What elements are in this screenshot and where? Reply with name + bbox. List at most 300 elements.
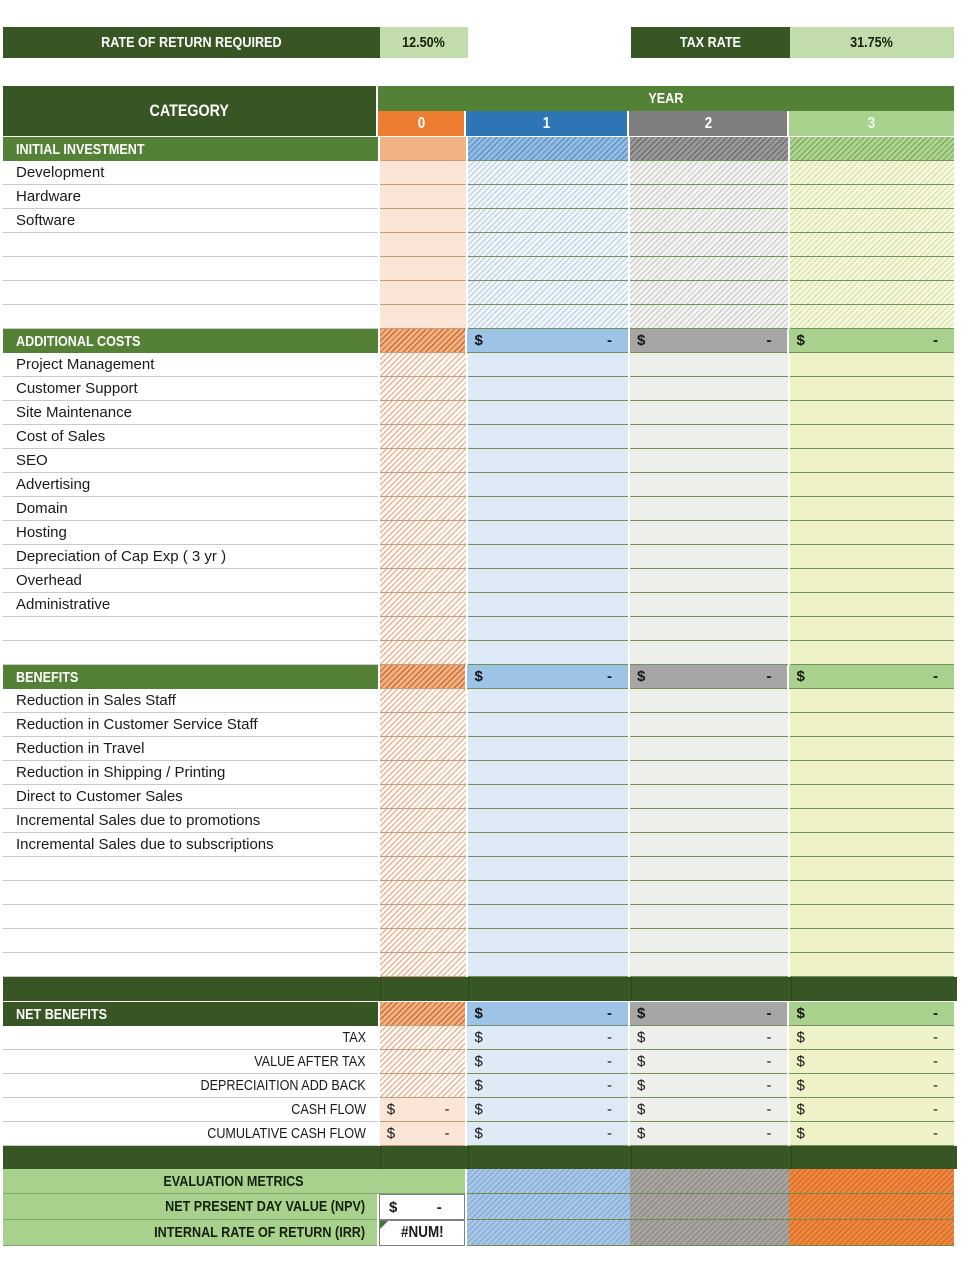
table-row (3, 233, 954, 257)
cell-net_benefits-r3-y1[interactable] (467, 1098, 628, 1122)
year-0-header[interactable] (378, 111, 464, 136)
cell-benefits-r8-y3[interactable] (790, 881, 954, 905)
rate-of-return-value: 12.50% (402, 34, 446, 51)
cell-initial_investment-r2-y2[interactable] (630, 209, 787, 233)
row-label-text: Project Management (16, 356, 155, 373)
cell-additional_costs-r5-y1[interactable] (468, 473, 628, 497)
row-label[interactable] (3, 377, 378, 401)
table-row (3, 425, 954, 449)
blank-amount: - (606, 1053, 612, 1070)
irr-label: INTERNAL RATE OF RETURN (IRR) (154, 1224, 366, 1241)
row-label[interactable] (3, 713, 378, 737)
eval-year3-cell[interactable] (789, 1169, 954, 1194)
cell-additional_costs-r3-y0[interactable] (380, 425, 466, 449)
cell-benefits-r10-y3[interactable] (790, 929, 954, 953)
row-label[interactable] (3, 953, 378, 977)
tax-rate-value-cell[interactable] (790, 27, 954, 58)
cell-benefits-r9-y1[interactable] (468, 905, 628, 929)
cell-benefits-header-y0[interactable] (380, 665, 466, 689)
cell-additional_costs-r4-y1[interactable] (468, 449, 628, 473)
row-label[interactable] (3, 353, 378, 377)
table-row (3, 1098, 954, 1122)
cell-additional_costs-r7-y0[interactable] (380, 521, 466, 545)
cell-additional_costs-r1-y2[interactable] (630, 377, 787, 401)
cell-benefits-r0-y0[interactable] (380, 689, 466, 713)
table-row (3, 545, 954, 569)
table-row (3, 737, 954, 761)
cell-benefits-r5-y0[interactable] (380, 809, 466, 833)
row-label-text: Incremental Sales due to subscriptions (16, 836, 274, 853)
cell-additional_costs-r11-y1[interactable] (468, 617, 628, 641)
cell-benefits-r4-y3[interactable] (790, 785, 954, 809)
cell-additional_costs-r7-y3[interactable] (790, 521, 954, 545)
row-label-text: Development (16, 164, 105, 181)
cell-additional_costs-r12-y0[interactable] (380, 641, 466, 665)
table-row (3, 521, 954, 545)
cell-additional_costs-r11-y2[interactable] (630, 617, 787, 641)
currency-symbol: $ (796, 1125, 805, 1142)
net-benefits-block (3, 1002, 954, 1146)
cell-benefits-r11-y0[interactable] (380, 953, 466, 977)
cell-additional_costs-r1-y1[interactable] (468, 377, 628, 401)
cell-additional_costs-r0-y0[interactable] (380, 353, 466, 377)
cell-benefits-r10-y0[interactable] (380, 929, 466, 953)
eval-year2-cell[interactable] (630, 1169, 789, 1194)
currency-symbol: $ (474, 1125, 483, 1142)
cell-additional_costs-r1-y3[interactable] (790, 377, 954, 401)
row-label[interactable] (3, 1074, 378, 1098)
cell-benefits-r10-y2[interactable] (630, 929, 787, 953)
category-header-cell (3, 86, 376, 136)
cell-benefits-r7-y0[interactable] (380, 857, 466, 881)
row-label[interactable] (3, 1098, 378, 1122)
cell-net_benefits-r2-y1[interactable] (467, 1074, 628, 1098)
irr-label-cell (3, 1220, 377, 1246)
cell-initial_investment-header-y2[interactable] (630, 137, 787, 161)
table-row (3, 449, 954, 473)
row-label[interactable] (3, 1026, 378, 1050)
cell-benefits-r1-y2[interactable] (630, 713, 787, 737)
cell-net_benefits-r1-y1[interactable] (467, 1050, 628, 1074)
cell-net_benefits-header-y2[interactable] (630, 1002, 788, 1026)
cell-benefits-r6-y2[interactable] (630, 833, 787, 857)
cell-benefits-r9-y3[interactable] (790, 905, 954, 929)
row-label[interactable] (3, 689, 378, 713)
cell-additional_costs-r0-y1[interactable] (468, 353, 628, 377)
blank-amount: - (766, 1053, 772, 1070)
eval-year1-cell[interactable] (467, 1220, 630, 1246)
table-row (3, 1194, 954, 1220)
npv-value: - (436, 1198, 442, 1216)
table-row (3, 689, 954, 713)
cell-initial_investment-r4-y3[interactable] (790, 257, 954, 281)
cell-additional_costs-r3-y1[interactable] (468, 425, 628, 449)
cell-benefits-r1-y3[interactable] (790, 713, 954, 737)
section-title: ADDITIONAL COSTS (16, 332, 141, 350)
table-row (3, 353, 954, 377)
spacer (468, 27, 631, 58)
cell-additional_costs-r0-y3[interactable] (790, 353, 954, 377)
cell-additional_costs-r8-y0[interactable] (380, 545, 466, 569)
cell-initial_investment-r2-y1[interactable] (468, 209, 628, 233)
cell-benefits-r2-y2[interactable] (630, 737, 787, 761)
cell-initial_investment-r0-y2[interactable] (630, 161, 787, 185)
cell-benefits-r2-y1[interactable] (468, 737, 628, 761)
currency-symbol: $ (796, 1077, 805, 1094)
currency-symbol: $ (474, 668, 483, 685)
section-title: BENEFITS (16, 668, 79, 686)
cell-initial_investment-r4-y2[interactable] (630, 257, 787, 281)
evaluation-metrics-block (3, 1169, 954, 1246)
blank-amount: - (766, 1077, 772, 1094)
cell-additional_costs-r12-y2[interactable] (630, 641, 787, 665)
cell-benefits-r2-y3[interactable] (790, 737, 954, 761)
blank-amount: - (606, 1005, 612, 1022)
currency-symbol: $ (636, 1053, 646, 1070)
row-label[interactable] (3, 521, 378, 545)
row-label[interactable] (3, 497, 378, 521)
year-2-header[interactable] (629, 111, 787, 136)
cell-initial_investment-r6-y1[interactable] (468, 305, 628, 329)
eval-year2-cell[interactable] (630, 1194, 789, 1220)
cell-additional_costs-r11-y0[interactable] (380, 617, 466, 641)
row-label[interactable] (3, 161, 378, 185)
table-row (3, 209, 954, 233)
blank-amount: - (606, 668, 612, 685)
table-row (3, 329, 954, 353)
cell-initial_investment-r6-y2[interactable] (630, 305, 787, 329)
cell-benefits-r7-y2[interactable] (630, 857, 787, 881)
cell-benefits-r8-y0[interactable] (380, 881, 466, 905)
cell-benefits-r9-y0[interactable] (380, 905, 466, 929)
table-row (3, 1074, 954, 1098)
cell-net_benefits-r1-y3[interactable] (789, 1050, 954, 1074)
cell-net_benefits-r2-y0[interactable] (380, 1074, 466, 1098)
cell-initial_investment-r5-y2[interactable] (630, 281, 787, 305)
table-body (3, 137, 954, 977)
cell-benefits-r11-y2[interactable] (630, 953, 787, 977)
cell-benefits-header-y2[interactable] (630, 665, 788, 689)
cell-benefits-header-y1[interactable] (467, 665, 628, 689)
table-row (3, 785, 954, 809)
cell-additional_costs-r2-y1[interactable] (468, 401, 628, 425)
cell-additional_costs-r10-y3[interactable] (790, 593, 954, 617)
cell-benefits-r0-y1[interactable] (468, 689, 628, 713)
eval-year1-cell[interactable] (467, 1194, 630, 1220)
cell-initial_investment-r0-y3[interactable] (790, 161, 954, 185)
cell-net_benefits-r3-y0[interactable] (380, 1098, 466, 1122)
blank-amount: - (766, 668, 772, 685)
cell-benefits-r10-y1[interactable] (468, 929, 628, 953)
year-1-header[interactable] (466, 111, 627, 136)
row-label[interactable] (3, 305, 378, 329)
row-label[interactable] (3, 257, 378, 281)
cell-additional_costs-r8-y3[interactable] (790, 545, 954, 569)
cell-additional_costs-r1-y0[interactable] (380, 377, 466, 401)
table-row (3, 137, 954, 161)
cell-additional_costs-r10-y1[interactable] (468, 593, 628, 617)
row-label[interactable] (3, 185, 378, 209)
cell-initial_investment-r1-y0[interactable] (380, 185, 466, 209)
cell-benefits-r3-y1[interactable] (468, 761, 628, 785)
cell-additional_costs-r2-y3[interactable] (790, 401, 954, 425)
cell-additional_costs-header-y2[interactable] (630, 329, 788, 353)
cell-additional_costs-r3-y3[interactable] (790, 425, 954, 449)
cell-benefits-r5-y1[interactable] (468, 809, 628, 833)
cell-initial_investment-r0-y1[interactable] (468, 161, 628, 185)
row-label[interactable] (3, 425, 378, 449)
cell-additional_costs-r9-y1[interactable] (468, 569, 628, 593)
row-label[interactable] (3, 1050, 378, 1074)
row-label[interactable] (3, 401, 378, 425)
cell-additional_costs-r10-y0[interactable] (380, 593, 466, 617)
row-label[interactable] (3, 569, 378, 593)
row-label[interactable] (3, 209, 378, 233)
cell-additional_costs-r6-y3[interactable] (790, 497, 954, 521)
row-label[interactable] (3, 473, 378, 497)
cell-benefits-r6-y0[interactable] (380, 833, 466, 857)
table-row (3, 809, 954, 833)
currency-symbol: $ (637, 1101, 646, 1118)
cell-additional_costs-r5-y3[interactable] (790, 473, 954, 497)
cell-additional_costs-r9-y3[interactable] (790, 569, 954, 593)
blank-amount: - (606, 1029, 612, 1046)
cell-initial_investment-r1-y2[interactable] (630, 185, 787, 209)
cell-initial_investment-header-y1[interactable] (468, 137, 628, 161)
table-row (3, 761, 954, 785)
cell-additional_costs-r2-y0[interactable] (380, 401, 466, 425)
cell-initial_investment-r6-y3[interactable] (790, 305, 954, 329)
cell-benefits-r11-y3[interactable] (790, 953, 954, 977)
cell-initial_investment-r4-y0[interactable] (380, 257, 466, 281)
row-label-text: Cost of Sales (16, 428, 106, 445)
blank-amount: - (932, 1053, 938, 1070)
cell-initial_investment-r5-y1[interactable] (468, 281, 628, 305)
cell-initial_investment-r4-y1[interactable] (468, 257, 628, 281)
cell-additional_costs-r6-y1[interactable] (468, 497, 628, 521)
cell-net_benefits-r3-y2[interactable] (630, 1098, 788, 1122)
row-label[interactable] (3, 737, 378, 761)
currency-symbol: $ (474, 1101, 483, 1118)
cell-additional_costs-r8-y1[interactable] (468, 545, 628, 569)
cell-additional_costs-r5-y0[interactable] (380, 473, 466, 497)
cell-additional_costs-r4-y2[interactable] (630, 449, 787, 473)
row-label[interactable] (3, 233, 378, 257)
table-row (3, 1169, 954, 1194)
divider-bar (3, 977, 957, 1001)
cell-initial_investment-r2-y3[interactable] (790, 209, 954, 233)
blank-amount: - (606, 332, 612, 349)
row-label[interactable] (3, 617, 378, 641)
tax-rate-label: TAX RATE (679, 34, 741, 51)
row-label-text: Advertising (16, 476, 91, 493)
cell-initial_investment-r3-y0[interactable] (380, 233, 466, 257)
tax-rate-label-cell (631, 27, 790, 58)
cell-benefits-r1-y1[interactable] (468, 713, 628, 737)
cell-initial_investment-r2-y0[interactable] (380, 209, 466, 233)
year-header-label: YEAR (648, 90, 684, 107)
cell-additional_costs-r0-y2[interactable] (630, 353, 787, 377)
row-label[interactable] (3, 833, 378, 857)
cell-initial_investment-r5-y3[interactable] (790, 281, 954, 305)
row-label[interactable] (3, 761, 378, 785)
table-row (3, 473, 954, 497)
cell-initial_investment-r3-y1[interactable] (468, 233, 628, 257)
cell-benefits-header-y3[interactable] (789, 665, 954, 689)
cell-additional_costs-r6-y0[interactable] (380, 497, 466, 521)
cell-benefits-r6-y3[interactable] (790, 833, 954, 857)
cell-net_benefits-r4-y0[interactable] (380, 1122, 466, 1146)
cell-additional_costs-r5-y2[interactable] (630, 473, 787, 497)
cell-initial_investment-header-y3[interactable] (790, 137, 954, 161)
cell-benefits-r11-y1[interactable] (468, 953, 628, 977)
row-label-text: DEPRECIAITION ADD BACK (200, 1077, 366, 1094)
cell-benefits-r0-y3[interactable] (790, 689, 954, 713)
cell-initial_investment-r1-y1[interactable] (468, 185, 628, 209)
section-header-benefits[interactable] (3, 665, 378, 689)
cell-initial_investment-r1-y3[interactable] (790, 185, 954, 209)
currency-symbol: $ (636, 1077, 646, 1094)
cell-benefits-r9-y2[interactable] (630, 905, 787, 929)
irr-value-cell[interactable] (379, 1220, 465, 1246)
eval-year2-cell[interactable] (630, 1220, 789, 1246)
table-row (3, 161, 954, 185)
eval-year3-cell[interactable] (789, 1220, 954, 1246)
cell-additional_costs-r8-y2[interactable] (630, 545, 787, 569)
row-label[interactable] (3, 785, 378, 809)
row-label-text: CUMULATIVE CASH FLOW (207, 1125, 366, 1142)
cell-net_benefits-r3-y3[interactable] (790, 1098, 955, 1122)
currency-symbol: $ (474, 1005, 483, 1022)
cell-additional_costs-header-y3[interactable] (789, 329, 954, 353)
cell-additional_costs-r9-y0[interactable] (380, 569, 466, 593)
cell-additional_costs-r7-y2[interactable] (630, 521, 787, 545)
row-label[interactable] (3, 641, 378, 665)
cell-benefits-r2-y0[interactable] (380, 737, 466, 761)
cell-benefits-r1-y0[interactable] (380, 713, 466, 737)
section-title: NET BENEFITS (16, 1005, 108, 1023)
cell-additional_costs-r2-y2[interactable] (630, 401, 787, 425)
cell-benefits-r4-y2[interactable] (630, 785, 787, 809)
row-label[interactable] (3, 881, 378, 905)
cell-net_benefits-r2-y2[interactable] (630, 1074, 788, 1098)
cell-benefits-r6-y1[interactable] (468, 833, 628, 857)
cell-initial_investment-r3-y3[interactable] (790, 233, 954, 257)
cell-additional_costs-header-y1[interactable] (467, 329, 628, 353)
row-label[interactable] (3, 593, 378, 617)
npv-value-cell[interactable] (379, 1194, 465, 1220)
cell-benefits-r7-y3[interactable] (790, 857, 954, 881)
table-row (3, 857, 954, 881)
row-label[interactable] (3, 809, 378, 833)
cell-initial_investment-r6-y0[interactable] (380, 305, 466, 329)
section-header-additional_costs[interactable] (3, 329, 378, 353)
blank-amount: - (766, 1005, 772, 1022)
table-row (3, 881, 954, 905)
cell-net_benefits-r2-y3[interactable] (789, 1074, 954, 1098)
cell-net_benefits-r1-y2[interactable] (630, 1050, 788, 1074)
cell-initial_investment-r5-y0[interactable] (380, 281, 466, 305)
blank-amount: - (932, 1005, 938, 1022)
row-label-text: TAX (342, 1029, 366, 1046)
row-label[interactable] (3, 281, 378, 305)
section-header-net_benefits[interactable] (3, 1002, 378, 1026)
cell-net_benefits-r1-y0[interactable] (380, 1050, 466, 1074)
parameters-row (3, 27, 954, 58)
year-3-header[interactable] (789, 111, 954, 136)
cell-additional_costs-r6-y2[interactable] (630, 497, 787, 521)
cell-benefits-r3-y3[interactable] (790, 761, 954, 785)
row-label[interactable] (3, 929, 378, 953)
year-columns-header (378, 86, 954, 136)
rate-of-return-value-cell[interactable] (380, 27, 468, 58)
cell-initial_investment-r3-y2[interactable] (630, 233, 787, 257)
cell-additional_costs-r12-y1[interactable] (468, 641, 628, 665)
cell-net_benefits-r4-y1[interactable] (467, 1122, 628, 1146)
cell-benefits-r5-y3[interactable] (790, 809, 954, 833)
table-row (3, 497, 954, 521)
cell-benefits-r4-y1[interactable] (468, 785, 628, 809)
row-label-text: Direct to Customer Sales (16, 788, 183, 805)
cell-net_benefits-r4-y2[interactable] (630, 1122, 788, 1146)
row-label[interactable] (3, 857, 378, 881)
row-label[interactable] (3, 1122, 378, 1146)
eval-year3-cell[interactable] (789, 1194, 954, 1220)
blank-amount: - (444, 1101, 450, 1118)
cell-net_benefits-r0-y1[interactable] (467, 1026, 628, 1050)
table-header (3, 86, 954, 136)
row-label[interactable] (3, 905, 378, 929)
cell-additional_costs-r9-y2[interactable] (630, 569, 787, 593)
currency-symbol: $ (474, 1029, 483, 1046)
cell-additional_costs-r4-y3[interactable] (790, 449, 954, 473)
cell-net_benefits-r4-y3[interactable] (790, 1122, 955, 1146)
cell-additional_costs-r11-y3[interactable] (790, 617, 954, 641)
cell-benefits-r7-y1[interactable] (468, 857, 628, 881)
cell-initial_investment-header-y0[interactable] (380, 137, 466, 161)
currency-symbol: $ (636, 1005, 646, 1022)
cell-net_benefits-header-y0[interactable] (380, 1002, 466, 1026)
table-row (3, 1002, 954, 1026)
cell-additional_costs-r7-y1[interactable] (468, 521, 628, 545)
currency-symbol: $ (474, 1053, 483, 1070)
cell-benefits-r5-y2[interactable] (630, 809, 787, 833)
cell-net_benefits-header-y1[interactable] (467, 1002, 628, 1026)
cell-benefits-r8-y1[interactable] (468, 881, 628, 905)
section-header-initial_investment[interactable] (3, 137, 378, 161)
cell-benefits-r3-y2[interactable] (630, 761, 787, 785)
currency-symbol: $ (386, 1101, 396, 1118)
cell-benefits-r4-y0[interactable] (380, 785, 466, 809)
cell-additional_costs-r12-y3[interactable] (790, 641, 954, 665)
cell-benefits-r3-y0[interactable] (380, 761, 466, 785)
cell-net_benefits-header-y3[interactable] (789, 1002, 954, 1026)
cell-benefits-r8-y2[interactable] (630, 881, 787, 905)
cell-net_benefits-r0-y0[interactable] (380, 1026, 466, 1050)
cell-additional_costs-r10-y2[interactable] (630, 593, 787, 617)
blank-amount: - (607, 1125, 612, 1142)
eval-year1-cell[interactable] (467, 1169, 630, 1194)
cell-net_benefits-r0-y3[interactable] (789, 1026, 954, 1050)
row-label[interactable] (3, 545, 378, 569)
row-label[interactable] (3, 449, 378, 473)
cell-additional_costs-r3-y2[interactable] (630, 425, 787, 449)
cell-additional_costs-r4-y0[interactable] (380, 449, 466, 473)
cell-additional_costs-header-y0[interactable] (380, 329, 466, 353)
cell-initial_investment-r0-y0[interactable] (380, 161, 466, 185)
cell-benefits-r0-y2[interactable] (630, 689, 787, 713)
cell-net_benefits-r0-y2[interactable] (630, 1026, 788, 1050)
